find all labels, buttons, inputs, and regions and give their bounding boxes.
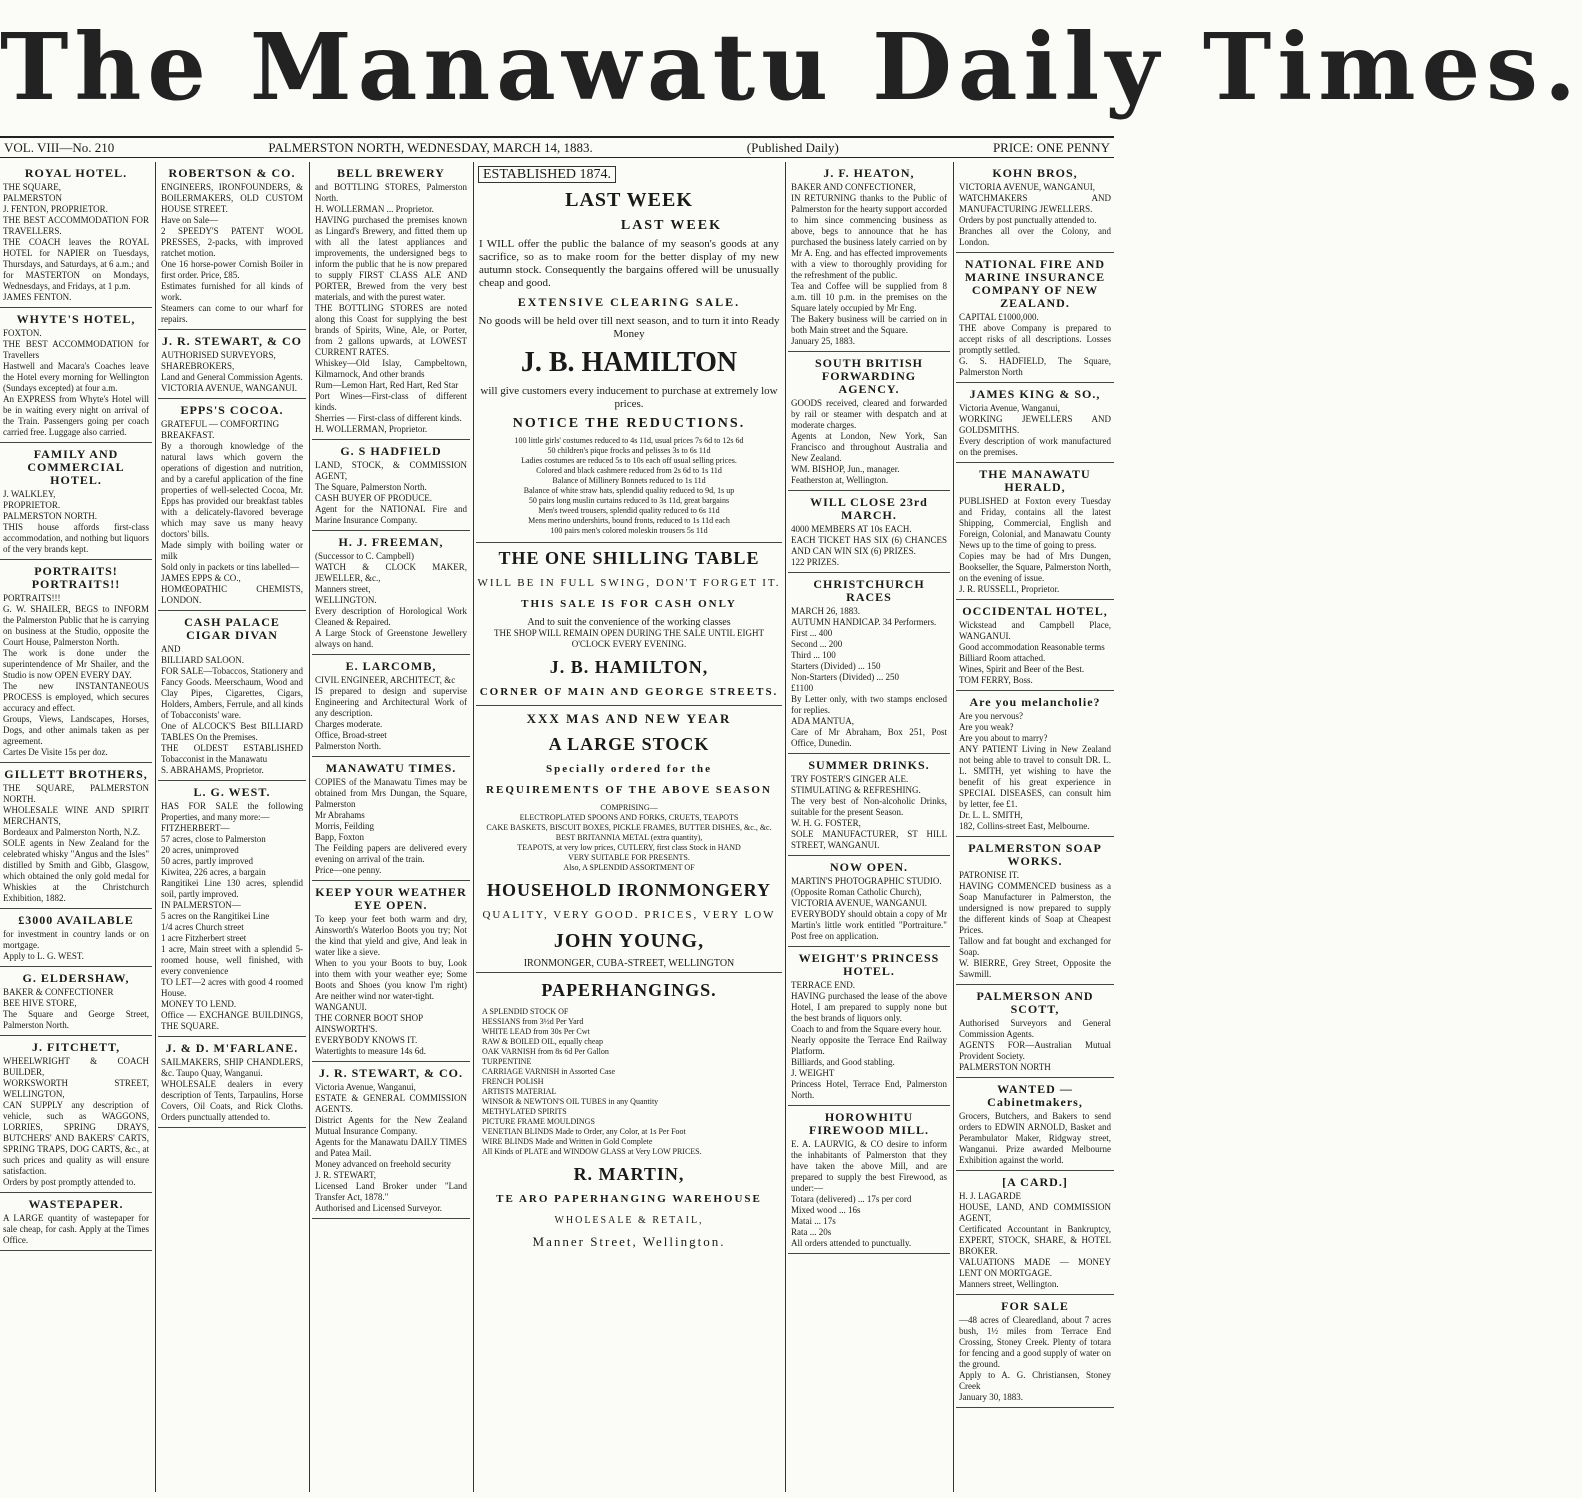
advertisement-heading: [A CARD.]	[1002, 1175, 1068, 1189]
column-rule	[473, 162, 474, 1492]
advertisement-heading: J. R. STEWART, & CO.	[318, 1066, 464, 1080]
last-week-subheading: LAST WEEK	[620, 218, 722, 233]
advertisement-heading: L. G. WEST.	[193, 785, 271, 799]
advertisement-body: and BOTTLING STORES, Palmerston North. H. WOLLERMAN ... Proprietor. HAVING purchased the premises known as Lingard's Brewery, and fitted them up with all the latest appliances and improvements, the undersigned begs to inform the public that he is now prepared to supply FIRST CLASS ALE AND PORTER, Brewed from the very best materials, and with the purest water. THE BOTTLING STORES are noted along this Coast for supplying the best brands of Spirits, Wine, Ale, or Porter, from 2 gallons upwards, at LOWEST CURRENT RATES. Whiskey—Old Islay, Campbeltown, Kilmarnock, And other brands Rum—Lemon Hart, Red Hart, Red Star Port Wines—First-class of different kinds. Sherries — First-class of different kinds. H. WOLLERMAN, Proprietor.	[315, 182, 467, 434]
advertisement-body: HAS FOR SALE the following Properties, and many more:— FITZHERBERT— 57 acres, close to Palmerston 20 acres, unimproved 50 acres, partly improved Kiwitea, 226 acres, a bargain Rangitikei Line 130 acres, splendid soil, partly improved. IN PALMERSTON— 5 acres on the Rangitikei Line 1/4 acres Church street 1 acre Fitzherbert street 1 acre, Main street with a splendid 5-roomed house, well finished, with every convenience TO LET—2 acres with good 4 roomed House. MONEY TO LEND. Office — EXCHANGE BUILDINGS, THE SQUARE.	[161, 801, 303, 1031]
advertisement-body: LAND, STOCK, & COMMISSION AGENT, The Square, Palmerston North. CASH BUYER OF PRODUCE. Agent for the NATIONAL Fire and Marine Insurance Company.	[315, 460, 467, 525]
advertisement-body: A LARGE quantity of wastepaper for sale cheap, for cash. Apply at the Times Office.	[3, 1213, 149, 1245]
column-3	[312, 162, 470, 1498]
advertisement-heading: FAMILY AND COMMERCIAL HOTEL.	[27, 447, 125, 487]
advertisement	[788, 947, 950, 1106]
advertisement-heading: E. LARCOMB,	[345, 659, 437, 673]
advertisement-heading: CHRISTCHURCH RACES	[813, 577, 925, 604]
reduction-item: 100 pairs men's colored moleskin trousers 5s 11d	[550, 526, 708, 535]
advertisement	[158, 399, 306, 611]
column-rule	[785, 162, 786, 1492]
advertisement-body: Authorised Surveyors and General Commission Agents. AGENTS FOR—Australian Mutual Provident Society. PALMERSTON NORTH	[959, 1018, 1111, 1072]
comprising-list: COMPRISING— ELECTROPLATED SPOONS AND FORKS, CRUETS, TEAPOTS CAKE BASKETS, BISCUIT BOXES, PICKLE FRAMES, BUTTER DISHES, &c., &c. BEST BRITANNIA METAL (extra quantity), TEAPOTS, at very low prices, CUTLERY, first class Stock in HAND VERY SUITABLE FOR PRESENTS. Also, A SPLENDID ASSORTMENT OF	[486, 803, 772, 872]
advertisement-heading: WANTED — Cabinetmakers,	[987, 1082, 1083, 1109]
advertisement	[0, 909, 152, 967]
paperhangings-list: A SPLENDID STOCK OF HESSIANS from 3½d Per Yard WHITE LEAD from 30s Per Cwt RAW & BOILED OIL, equally cheap OAK VARNISH from 8s 6d Per Gallon TURPENTINE CARRIAGE VARNISH in Assorted Case FRENCH POLISH ARTISTS MATERIAL WINSOR & NEWTON'S OIL TUBES in any Quantity METHYLATED SPIRITS PICTURE FRAME MOULDINGS VENETIAN BLINDS Made to Order, any Color, at 1s Per Foot WIRE BLINDS Made and Written in Gold Complete All Kinds of PLATE and WINDOW GLASS at Very LOW PRICES.	[482, 1007, 702, 1156]
advertisement-heading: WASTEPAPER.	[28, 1197, 124, 1211]
advertisement-heading: £3000 AVAILABLE	[18, 913, 134, 927]
advertisement-body: Grocers, Butchers, and Bakers to send orders to EDWIN ARNOLD, Basket and Perambulator Maker, Ridgway street, Wanganui. Prize awarded Melbourne Exhibition against the world.	[959, 1111, 1111, 1165]
martin-warehouse: TE ARO PAPERHANGING WAREHOUSE	[496, 1193, 762, 1205]
advertisement	[312, 881, 470, 1062]
place-date: PALMERSTON NORTH, WEDNESDAY, MARCH 14, 1883.	[268, 139, 593, 155]
advertisement-heading: J. FITCHETT,	[31, 1040, 121, 1054]
advertisement-heading: MANAWATU TIMES.	[325, 761, 457, 775]
advertisement	[158, 162, 306, 330]
advertisement-body: E. A. LAURVIG, & CO desire to inform the inhabitants of Palmerston that they have taken the above Mill, and are prepared to supply the best Firewood, as under:— Totara (delivered) ... 17s per cord Mixed wood ... 16s Matai ... 17s Rata ... 20s All orders attended to punctually.	[791, 1139, 947, 1248]
advertisement	[956, 253, 1114, 383]
advertisement	[788, 162, 950, 352]
advertisement-heading: FOR SALE	[1001, 1299, 1069, 1313]
advertisement-body: Are you nervous? Are you weak? Are you about to marry? ANY PATIENT Living in New Zealand not being able to travel to consult DR. L. L. SMITH, yet wishing to have the benefit of his great experience in SPECIAL DISEASES, can consult him by letter, fee £1. Dr. L. L. SMITH, 182, Collins-street East, Melbourne.	[959, 711, 1111, 831]
martin-name: R. MARTIN,	[573, 1164, 685, 1184]
established-banner: ESTABLISHED 1874.	[478, 166, 616, 183]
column-6	[956, 162, 1114, 1498]
advertisement-body: ENGINEERS, IRONFOUNDERS, & BOILERMAKERS, OLD CUSTOM HOUSE STREET. Have on Sale— 2 SPEEDY'S PATENT WOOL PRESSES, 2-packs, with improved ratchet motion. One 16 horse-power Cornish Boiler in first order. Price, £85. Estimates furnished for all kinds of work. Steamers can come to our wharf for repairs.	[161, 182, 303, 324]
advertisement-body: THE SQUARE, PALMERSTON J. FENTON, PROPRIETOR. THE BEST ACCOMMODATION FOR TRAVELLERS. THE COACH leaves the ROYAL HOTEL for NAPIER on Tuesdays, Thursdays, and Saturdays, at 6 a.m.; and for MASTERTON on Mondays, Wednesdays, and Fridays, at 1 p.m. JAMES FENTON.	[3, 182, 149, 302]
last-week-heading: LAST WEEK	[565, 189, 693, 211]
advertisement-heading: KOHN BROS,	[992, 166, 1078, 180]
advertisement	[956, 837, 1114, 985]
advertisement	[312, 757, 470, 881]
advertisement-body: To keep your feet both warm and dry, Ainsworth's Waterloo Boots you try; Not the kind that yield and give, And leak in water like a sieve. When to you your Boots to buy, Look into them with your weather eye; Some Boots and Shoes (you know I'm right) Are neither wind nor water-tight. WANGANUI. THE CORNER BOOT SHOP AINSWORTH'S. EVERYBODY KNOWS IT. Watertights to measure 14s 6d.	[315, 914, 467, 1056]
masthead	[0, 0, 1582, 135]
advertisement-body: BAKER & CONFECTIONER BEE HIVE STORE, The Square and George Street, Palmerston North.	[3, 987, 149, 1030]
clearing-sale-heading: EXTENSIVE CLEARING SALE.	[517, 295, 741, 309]
advertisement-body: Wickstead and Campbell Place, WANGANUI. Good accommodation Reasonable terms Billiard Room attached. Wines, Spirit and Beer of the Best. TOM FERRY, Boss.	[959, 620, 1111, 685]
masthead-title: The Manawatu Daily Times.	[0, 13, 1582, 121]
advertisement	[788, 573, 950, 754]
advertisement-body: Victoria Avenue, Wanganui, WORKING JEWELLERS AND GOLDSMITHS. Every description of work manufactured on the premises.	[959, 403, 1111, 457]
advertisement-heading: JAMES KING & SO.,	[969, 387, 1101, 401]
reduction-item: 50 pairs long muslin curtains reduced to 3s 11d, great bargains	[528, 496, 730, 505]
volume-number: VOL. VIII—No. 210	[4, 139, 115, 155]
advertisement-heading: EPPS'S COCOA.	[180, 403, 284, 417]
advertisement	[0, 763, 152, 909]
advertisement	[956, 463, 1114, 600]
xmas-heading: XXX MAS AND NEW YEAR	[526, 711, 732, 726]
advertisement-heading: J. & D. M'FARLANE.	[165, 1041, 299, 1055]
published-note: (Published Daily)	[746, 139, 839, 155]
advertisement-heading: H. J. FREEMAN,	[338, 535, 444, 549]
price: PRICE: ONE PENNY	[992, 139, 1110, 155]
advertisement	[312, 655, 470, 757]
reductions-heading: NOTICE THE REDUCTIONS.	[512, 416, 746, 431]
advertisement-body: GRATEFUL — COMFORTING BREAKFAST. By a thorough knowledge of the natural laws which govern the operations of digestion and nutrition, and by a careful application of the fine properties of well-selected Cocoa, Mr. Epps has provided our breakfast tables with a delicately-flavored beverage which may save us many heavy doctors' bills. Made simply with boiling water or milk Sold only in packets or tins labelled— JAMES EPPS & CO., HOMŒOPATHIC CHEMISTS, LONDON.	[161, 419, 303, 605]
john-young: JOHN YOUNG,	[553, 930, 705, 952]
advertisement-body: CIVIL ENGINEER, ARCHITECT, &c IS prepared to design and supervise Engineering and Architectural Work of any description. Charges moderate. Office, Broad-street Palmerston North.	[315, 675, 467, 751]
advertisement-body: H. J. LAGARDE HOUSE, LAND, AND COMMISSION AGENT, Certificated Accountant in Bankruptcy, EXPERT, STOCK, SHARE, & HOTEL BROKER. VALUATIONS MADE — MONEY LENT ON MORTGAGE. Manners street, Wellington.	[959, 1191, 1111, 1289]
advertisement-heading: PORTRAITS! PORTRAITS!!	[31, 564, 121, 591]
advertisement-heading: G. S HADFIELD	[340, 444, 442, 458]
ironmongery-heading: HOUSEHOLD IRONMONGERY	[487, 880, 771, 900]
working-classes: And to suit the convenience of the working classes	[527, 617, 731, 628]
hamilton-name-2: J. B. HAMILTON,	[549, 657, 709, 677]
advertisement	[0, 308, 152, 443]
advertisement-heading: SUMMER DRINKS.	[808, 758, 930, 772]
advertisement-heading: BELL BREWERY	[337, 166, 445, 180]
reduction-item: Colored and black cashmere reduced from 2s 6d to 1s 11d	[536, 466, 722, 475]
advertisement-body: PORTRAITS!!! G. W. SHAILER, BEGS to INFORM the Palmerston Public that he is carrying on business at the Studio, opposite the Court House, Palmerston North. The work is done under the superintendence of Mr Shailer, and the Studio is now OPEN EVERY DAY. The new INSTANTANEOUS PROCESS is employed, which secures accuracy and effect. Groups, Views, Landscapes, Horses, Dogs, and other animals taken as per agreement. Cartes De Visite 15s per doz.	[3, 593, 149, 757]
advertisement-heading: J. R. STEWART, & CO	[161, 334, 303, 348]
advertisement-body: TERRACE END. HAVING purchased the lease of the above Hotel, I am prepared to supply none but the best brands of liquors only. Coach to and from the Square every hour. Nearly opposite the Terrace End Railway Platform. Billiards, and Good stabling. J. WEIGHT Princess Hotel, Terrace End, Palmerston North.	[791, 980, 947, 1100]
martin-wholesale: WHOLESALE & RETAIL,	[554, 1215, 704, 1226]
reduction-item: 100 little girls' costumes reduced to 4s 11d, usual prices 7s 6d to 12s 6d	[514, 436, 744, 445]
advertisement-body: for investment in country lands or on mortgage. Apply to L. G. WEST.	[3, 929, 149, 961]
reduction-item: 50 children's pique frocks and pelisses 3s to 6s 11d	[547, 446, 711, 455]
advertisement-body: FOXTON. THE BEST ACCOMMODATION for Travellers Hastwell and Macara's Coaches leave the Hotel every morning for Wellington (Sundays excepted) at four a.m. An EXPRESS from Whyte's Hotel will be in waiting every night on arrival of the Train. Passengers going per coach carried free. Luggage also carried.	[3, 328, 149, 437]
advertisement-heading: J. F. HEATON,	[823, 166, 915, 180]
hamilton-name: J. B. HAMILTON	[520, 347, 738, 378]
advertisement-heading: WHYTE'S HOTEL,	[16, 312, 136, 326]
advertisement	[312, 531, 470, 655]
reduction-item: Balance of Millinery Bonnets reduced to 1s 11d	[552, 476, 706, 485]
advertisement-heading: GILLETT BROTHERS,	[4, 767, 148, 781]
no-goods-text: No goods will be held over till next season, and to turn it into Ready Money	[478, 315, 780, 340]
cash-only: THIS SALE IS FOR CASH ONLY	[521, 598, 737, 610]
paperhangings-heading: PAPERHANGINGS.	[541, 980, 717, 1000]
advertisement	[956, 1078, 1114, 1171]
advertisement-heading: NOW OPEN.	[829, 860, 909, 874]
advertisement-body: —48 acres of Clearedland, about 7 acres bush, 1½ miles from Terrace End Crossing, Stoney Creek. Plenty of totara for fencing and a good supply of water on the ground. Apply to A. G. Christiansen, Stoney Creek January 30, 1883.	[959, 1315, 1111, 1402]
advertisement-heading: ROYAL HOTEL.	[24, 166, 128, 180]
advertisement	[788, 754, 950, 856]
reductions-list	[476, 436, 782, 536]
advertisement	[312, 162, 470, 440]
advertisement-body: MARCH 26, 1883. AUTUMN HANDICAP. 34 Performers. First ... 400 Second ... 200 Third ... 100 Starters (Divided) ... 150 Non-Starters (Divided) ... 250 £1100 By Letter only, with two stamps enclosed for replies. ADA MANTUA, Care of Mr Abraham, Box 251, Post Office, Dunedin.	[791, 606, 947, 748]
advertisement-body: WHEELWRIGHT & COACH BUILDER, WORKSWORTH STREET, WELLINGTON, CAN SUPPLY any description of vehicle, such as WAGGONS, LORRIES, SPRING DRAYS, BUTCHERS' AND BAKERS' CARTS, SPRING TRAPS, DOG CARTS, &c., at such prices and quality as will ensure satisfaction. Orders by post promptly attended to.	[3, 1056, 149, 1187]
advertisement-body: MARTIN'S PHOTOGRAPHIC STUDIO. (Opposite Roman Catholic Church), VICTORIA AVENUE, WANGANUI. EVERYBODY should obtain a copy of Mr Martin's little work entitled "Portraiture." Post free on application.	[791, 876, 947, 941]
advertisement-heading: ROBERTSON & CO.	[168, 166, 296, 180]
advertisement-heading: PALMERSTON SOAP WORKS.	[968, 841, 1102, 868]
column-5	[788, 162, 950, 1498]
advertisement	[0, 162, 152, 308]
advertisement	[788, 491, 950, 573]
column-rule	[953, 162, 954, 1492]
advertisement-body: TRY FOSTER'S GINGER ALE. STIMULATING & REFRESHING. The very best of Non-alcoholic Drinks, suitable for the present Season. W. H. G. FOSTER, SOLE MANUFACTURER, ST HILL STREET, WANGANUI.	[791, 774, 947, 850]
advertisement-body: SAILMAKERS, SHIP CHANDLERS, &c. Taupo Quay, Wanganui. WHOLESALE dealers in every description of Tents, Tarpaulins, Horse Covers, Oil Coats, and Rick Cloths. Orders punctually attended to.	[161, 1057, 303, 1122]
advertisement-body: 4000 MEMBERS AT 10s EACH. EACH TICKET HAS SIX (6) CHANCES AND CAN WIN SIX (6) PRIZES. 122 PRIZES.	[791, 524, 947, 567]
advertisement	[788, 856, 950, 947]
advertisement	[158, 1037, 306, 1128]
advertisement-heading: PALMERSON AND SCOTT,	[976, 989, 1094, 1016]
advertisement	[312, 1062, 470, 1219]
sale-intro: I WILL offer the public the balance of my season's goods at any sacrifice, so as to make room for the better display of my new autumn stock. Consequently the bargains offered will be unusually cheap and good.	[479, 238, 779, 289]
advertisement	[956, 162, 1114, 253]
advertisement-body: VICTORIA AVENUE, WANGANUI, WATCHMAKERS AND MANUFACTURING JEWELLERS. Orders by post punctually attended to. Branches all over the Colony, and London.	[959, 182, 1111, 247]
advertisement	[0, 560, 152, 763]
shilling-table-sub: WILL BE IN FULL SWING, DON'T FORGET IT.	[477, 577, 781, 589]
advertisement	[158, 611, 306, 781]
advertisement	[0, 443, 152, 560]
advertisement-heading: Are you melancholie?	[969, 695, 1101, 709]
advertisement-body: THE SQUARE, PALMERSTON NORTH. WHOLESALE WINE AND SPIRIT MERCHANTS, Bordeaux and Palmerston North, N.Z. SOLE agents in New Zealand for the celebrated whisky "Angus and the Isles" distilled by Smith and Gibb, Glasgow, which obtained the only gold medal for Whiskies at the Christchurch Exhibition, 1882.	[3, 783, 149, 903]
column-rule	[155, 162, 156, 1492]
martin-address: Manner Street, Wellington.	[532, 1234, 726, 1249]
specially-ordered: Specially ordered for the	[546, 763, 712, 775]
corner-address: CORNER OF MAIN AND GEORGE STREETS.	[476, 684, 782, 706]
advertisement	[788, 352, 950, 491]
advertisement	[956, 985, 1114, 1078]
column-rule	[309, 162, 310, 1492]
advertisement	[0, 967, 152, 1036]
advertisement-body: PUBLISHED at Foxton every Tuesday and Friday, contains all the latest Shipping, Commercial, English and Foreign, Colonial, and Manawatu County News up to the time of going to press. Copies may be had of Mrs Dungen, Bookseller, the Square, Palmerston North, on the evening of issue. J. R. RUSSELL, Proprietor.	[959, 496, 1111, 594]
will-give-text: will give customers every inducement to purchase at extremely low prices.	[480, 385, 778, 410]
advertisement	[956, 600, 1114, 691]
advertisement-heading: OCCIDENTAL HOTEL,	[962, 604, 1108, 618]
advertisement	[788, 1106, 950, 1254]
advertisement	[0, 1193, 152, 1251]
advertisement	[956, 383, 1114, 463]
advertisement-body: (Successor to C. Campbell) WATCH & CLOCK MAKER, JEWELLER, &c., Manners street, WELLINGTON. Every description of Horological Work Cleaned & Repaired. A Large Stock of Greenstone Jewellery always on hand.	[315, 551, 467, 649]
advertisement-body: J. WALKLEY, PROPRIETOR. PALMERSTON NORTH. THIS house affords first-class accommodation, and nothing but liquors of the very brands kept.	[3, 489, 149, 554]
dateline	[0, 136, 1114, 158]
large-stock-heading: A LARGE STOCK	[548, 734, 710, 754]
advertisement-heading: HOROWHITU FIREWOOD MILL.	[808, 1110, 929, 1137]
requirements: REQUIREMENTS OF THE ABOVE SEASON	[486, 784, 772, 796]
advertisement	[158, 781, 306, 1037]
quality-line: QUALITY, VERY GOOD. PRICES, VERY LOW	[482, 909, 776, 921]
advertisement-heading: SOUTH BRITISH FORWARDING AGENCY.	[814, 356, 924, 396]
advertisement	[956, 1295, 1114, 1408]
column-2	[158, 162, 306, 1498]
reduction-item: Balance of white straw hats, splendid quality reduced to 9d, 1s up	[523, 486, 735, 495]
advertisement-heading: WILL CLOSE 23rd MARCH.	[810, 495, 928, 522]
advertisement-heading: WEIGHT'S PRINCESS HOTEL.	[798, 951, 940, 978]
shilling-table-heading: THE ONE SHILLING TABLE	[476, 542, 782, 569]
advertisement-body: Victoria Avenue, Wanganui, ESTATE & GENERAL COMMISSION AGENTS. District Agents for the New Zealand Mutual Insurance Company. Agents for the Manawatu DAILY TIMES and Patea Mail. Money advanced on freehold security J. R. STEWART, Licensed Land Broker under "Land Transfer Act, 1878." Authorised and Licensed Surveyor.	[315, 1082, 467, 1213]
advertisement-heading: THE MANAWATU HERALD,	[979, 467, 1091, 494]
advertisement-body: AND BILLIARD SALOON. FOR SALE—Tobaccos, Stationery and Fancy Goods. Meerschaum, Wood and Clay Pipes, Cigarettes, Cigars, Holders, Ambers, Ferrule, and all kinds of Tobacconists' ware. One of ALCOCK'S Best BILLIARD TABLES On the Premises. THE OLDEST ESTABLISHED Tobacconist in the Manawatu S. ABRAHAMS, Proprietor.	[161, 644, 303, 775]
advertisement	[158, 330, 306, 399]
advertisement	[956, 691, 1114, 837]
advertisement-body: GOODS received, cleared and forwarded by rail or steamer with despatch and at moderate charges. Agents at London, New York, San Francisco and throughout Australia and New Zealand. WM. BISHOP, Jun., manager. Featherston at, Wellington.	[791, 398, 947, 485]
advertisement-body: CAPITAL £1000,000. THE above Company is prepared to accept risks of all descriptions. Losses promptly settled. G. S. HADFIELD, The Square, Palmerston North	[959, 312, 1111, 377]
column-1	[0, 162, 152, 1498]
advertisement-body: COPIES of the Manawatu Times may be obtained from Mrs Dungan, the Square, Palmerston Mr Abrahams Morris, Feilding Bapp, Foxton The Feilding papers are delivered every evening on arrival of the train. Price—one penny.	[315, 777, 467, 875]
advertisement-body: PATRONISE IT. HAVING COMMENCED business as a Soap Manufacturer in Palmerston, the undersigned is now prepared to supply the different kinds of Soap at Cheapest Prices. Tallow and fat bought and exchanged for Soap. W. BIERRE, Grey Street, Opposite the Sawmill.	[959, 870, 1111, 979]
advertisement-body: AUTHORISED SURVEYORS, SHAREBROKERS, Land and General Commission Agents. VICTORIA AVENUE, WANGANUI.	[161, 350, 303, 393]
open-until: THE SHOP WILL REMAIN OPEN DURING THE SALE UNTIL EIGHT O'CLOCK EVERY EVENING.	[494, 628, 764, 649]
advertisement	[956, 1171, 1114, 1295]
advertisement-heading: G. ELDERSHAW,	[22, 971, 130, 985]
advertisement-heading: NATIONAL FIRE AND MARINE INSURANCE COMPANY OF NEW ZEALAND.	[964, 257, 1106, 310]
reduction-item: Mens merino undershirts, bound fronts, reduced to 1s 11d each	[528, 516, 730, 525]
reduction-item: Men's tweed trousers, splendid quality reduced to 6s 11d	[538, 506, 720, 515]
advertisement-body: BAKER AND CONFECTIONER, IN RETURNING thanks to the Public of Palmerston for the hearty support accorded to him since commencing business as above, begs to announce that he has purchased the business lately carried on by Mr A. Eng. and has effected improvements with a view to thoroughly providing for the refreshment of the public. Tea and Coffee will be supplied from 8 a.m. till 10 p.m. in the premises on the Square lately occupied by Mr Eng. The Bakery business will be carried on in both Main street and the Square. January 25, 1883.	[791, 182, 947, 346]
john-young-address: IRONMONGER, CUBA-STREET, WELLINGTON	[476, 958, 782, 973]
advertisement-heading: CASH PALACE CIGAR DIVAN	[184, 615, 280, 642]
reduction-item: Ladies costumes are reduced 5s to 10s each off usual selling prices.	[521, 456, 737, 465]
column-4	[476, 162, 782, 1498]
advertisement	[0, 1036, 152, 1193]
advertisement	[312, 440, 470, 531]
advertisement-heading: KEEP YOUR WEATHER EYE OPEN.	[315, 885, 467, 912]
